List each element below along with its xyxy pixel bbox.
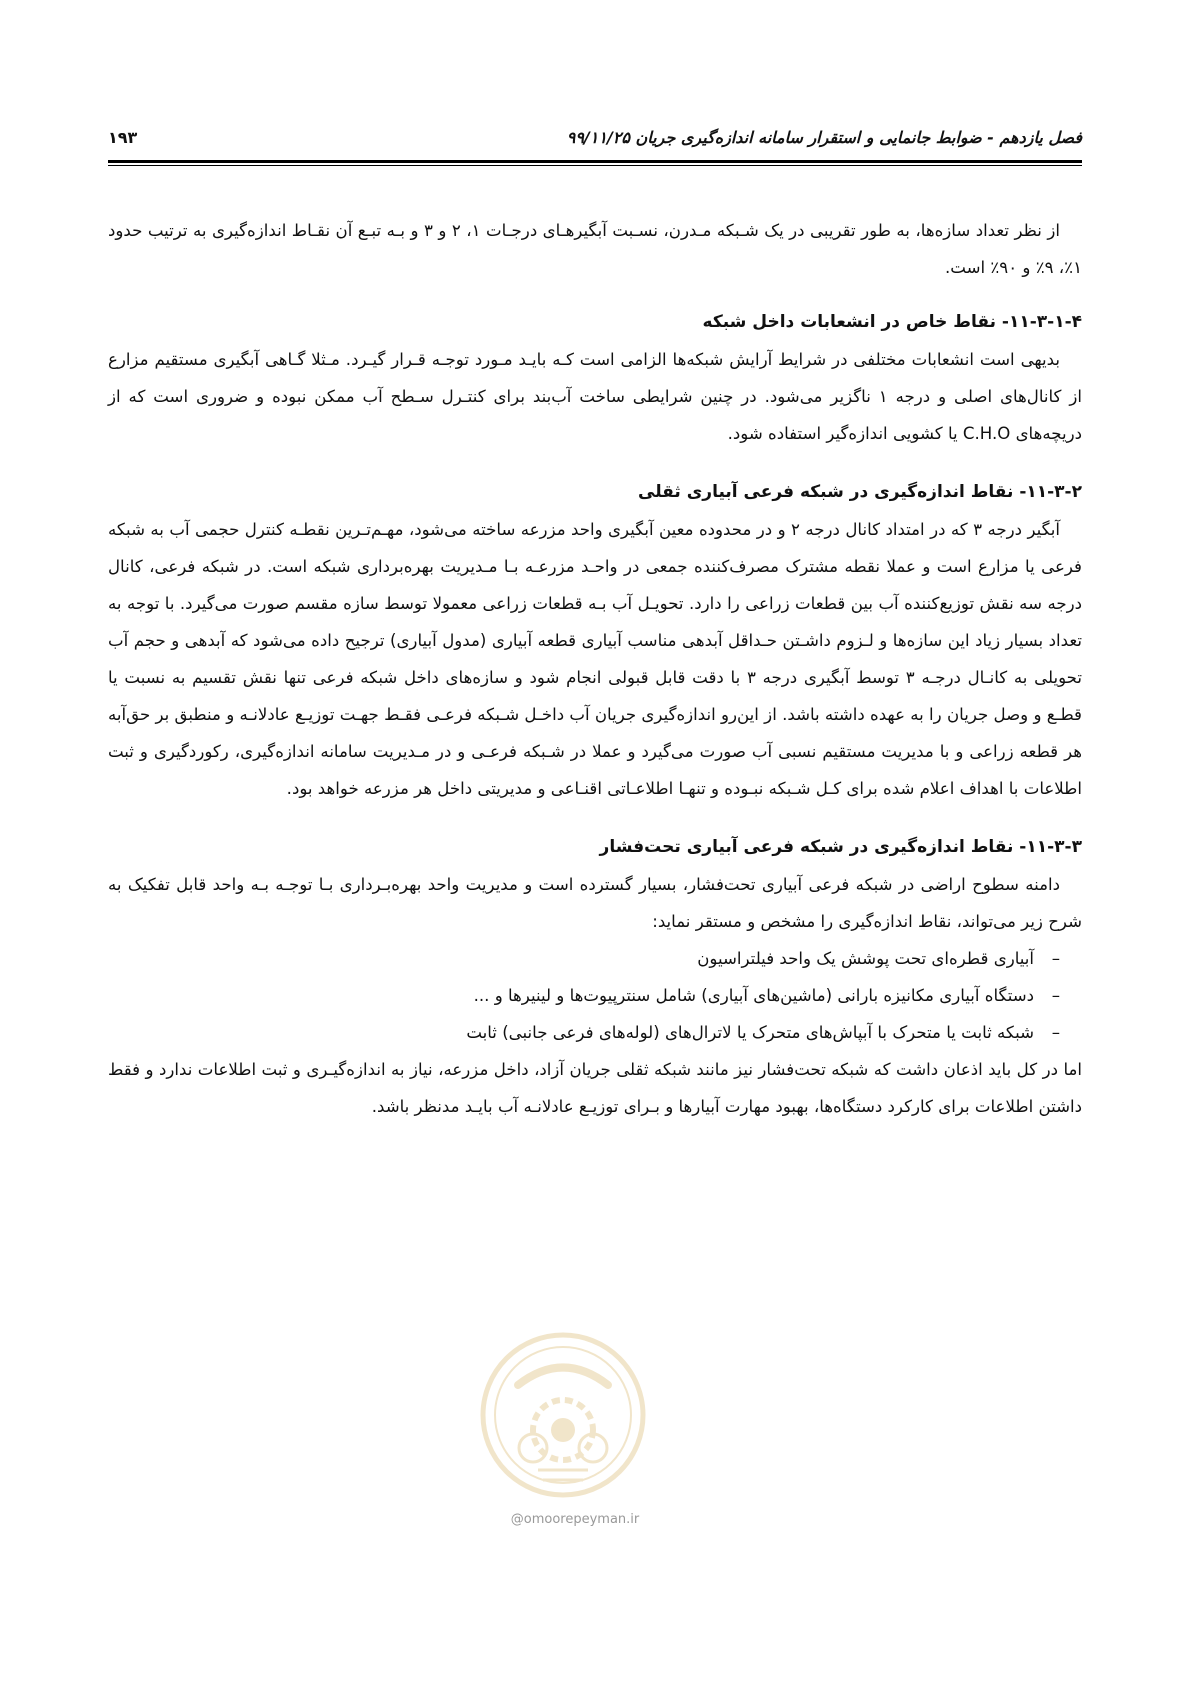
running-header-title: فصل یازدهم - ضوابط جانمایی و استقرار سامانه اندازه‌گیری جریان ۹۹/۱۱/۲۵: [566, 128, 1082, 147]
page-number: ۱۹۳: [108, 128, 138, 147]
special-points-paragraph: بدیهی است انشعابات مختلفی در شرایط آرایش شبکه‌ها الزامی است کـه بایـد مـورد توجـه قـرار گیـرد. مـثلا گـاهی آبگیری مستقیم مزارع از کانال‌های اصلی و درجه ۱ ناگزیر می‌شود. در چنین شرایطی ساخت آب‌بند برای کنتـرل سـطح آب ممکن نبوده و ضروری است که از دریچه‌های C.H.O یا کشویی اندازه‌گیر استفاده شود.: [108, 350, 1082, 443]
section-heading-gravity-irrigation: ۱۱-۳-۲- نقاط اندازه‌گیری در شبکه فرعی آبیاری ثقلی: [638, 482, 1082, 502]
gravity-irrigation-paragraph: آبگیر درجه ۳ که در امتداد کانال درجه ۲ و در محدوده معین آبگیری واحد مزرعه ساخته می‌شود، مهـم‌تـرین نقطـه کنترل حجمی آب به شبکه فرعی یا مزارع است و عملا نقطه مشترک مصرف‌کننده جمعی در واحـد مزرعـه بـا مـدیریت بهره‌برداری شبکه است. در شبکه فرعی، کانال درجه سه نقش توزیع‌کننده آب بین قطعات زراعی را دارد. تحویـل آب بـه قطعات زراعی معمولا توسط سازه مقسم صورت می‌گیرد. با توجه به تعداد بسیار زیاد این سازه‌ها و لـزوم داشـتن حـداقل آبدهی مناسب آبیاری قطعه آبیاری (مدول آبیاری) ترجیح داده می‌شود که آبدهی و حجم آب تحویلی به کانـال درجـه ۳ توسط آبگیری درجه ۳ با دقت قابل قبولی انجام شود و سازه‌های داخل شبکه فرعی تنها نقش تقسیم به نسبت یا قطـع و وصل جریان را به عهده داشته باشد. از این‌رو اندازه‌گیری جریان آب داخـل شـبکه فرعـی فقـط جهـت توزیـع عادلانـه و منطبق بر حق‌آبه هر قطعه زراعی و با مدیریت مستقیم نسبی آب صورت می‌گیرد و عملا در شـبکه فرعـی و در مـدیریت سامانه اندازه‌گیری، رکوردگیری و ثبت اطلاعات با اهداف اعلام شده برای کـل شـبکه نبـوده و تنهـا اطلاعـاتی اقنـاعی و مدیریتی داخل هر مزرعه خواهد بود.: [108, 520, 1082, 798]
section-heading-pressurized-irrigation: ۱۱-۳-۳- نقاط اندازه‌گیری در شبکه فرعی آبیاری تحت‌فشار: [599, 837, 1082, 857]
intro-paragraph: از نظر تعداد سازه‌ها، به طور تقریبی در یک شـبکه مـدرن، نسـبت آبگیرهـای درجـات ۱، ۲ و ۳ و بـه تبـع آن نقـاط اندازه‌گیری به ترتیب حدود ۱٪، ۹٪ و ۹۰٪ است.: [108, 221, 1082, 277]
watermark-logo-icon: [478, 1330, 648, 1500]
list-item: – دستگاه آبیاری مکانیزه بارانی (ماشین‌های آبیاری) شامل سنترپیوت‌ها و لینیرها و ...: [108, 977, 1060, 1014]
list-item: – شبکه ثابت یا متحرک با آبپاش‌های متحرک یا لاترال‌های (لوله‌های فرعی جانبی) ثابت: [108, 1014, 1060, 1051]
closing-paragraph: اما در کل باید اذعان داشت که شبکه تحت‌فشار نیز مانند شبکه ثقلی جریان آزاد، داخل مزرعه، نیاز به اندازه‌گیـری و ثبت اطلاعات ندارد و فقط داشتن اطلاعات برای کارکرد دستگاه‌ها، بهبود مهارت آبیارها و بـرای توزیـع عادلانـه آب بایـد مدنظر باشد.: [108, 1060, 1082, 1116]
document-body: [108, 212, 1082, 1125]
watermark-url: @omoorepeyman.ir: [510, 1512, 640, 1527]
section-heading-special-points: ۱۱-۳-۱-۴- نقاط خاص در انشعابات داخل شبکه: [702, 312, 1082, 332]
measurement-units-list: [108, 940, 1082, 1051]
list-item: – آبیاری قطره‌ای تحت پوشش یک واحد فیلتراسیون: [108, 940, 1060, 977]
header-divider: [108, 160, 1082, 166]
pressurized-irrigation-paragraph: دامنه سطوح اراضی در شبکه فرعی آبیاری تحت‌فشار، بسیار گسترده است و مدیریت واحد بهره‌بـرداری بـا توجـه بـه واحد قابل تفکیک به شرح زیر می‌تواند، نقاط اندازه‌گیری را مشخص و مستقر نماید:: [108, 875, 1082, 931]
page-header: [108, 128, 1082, 158]
